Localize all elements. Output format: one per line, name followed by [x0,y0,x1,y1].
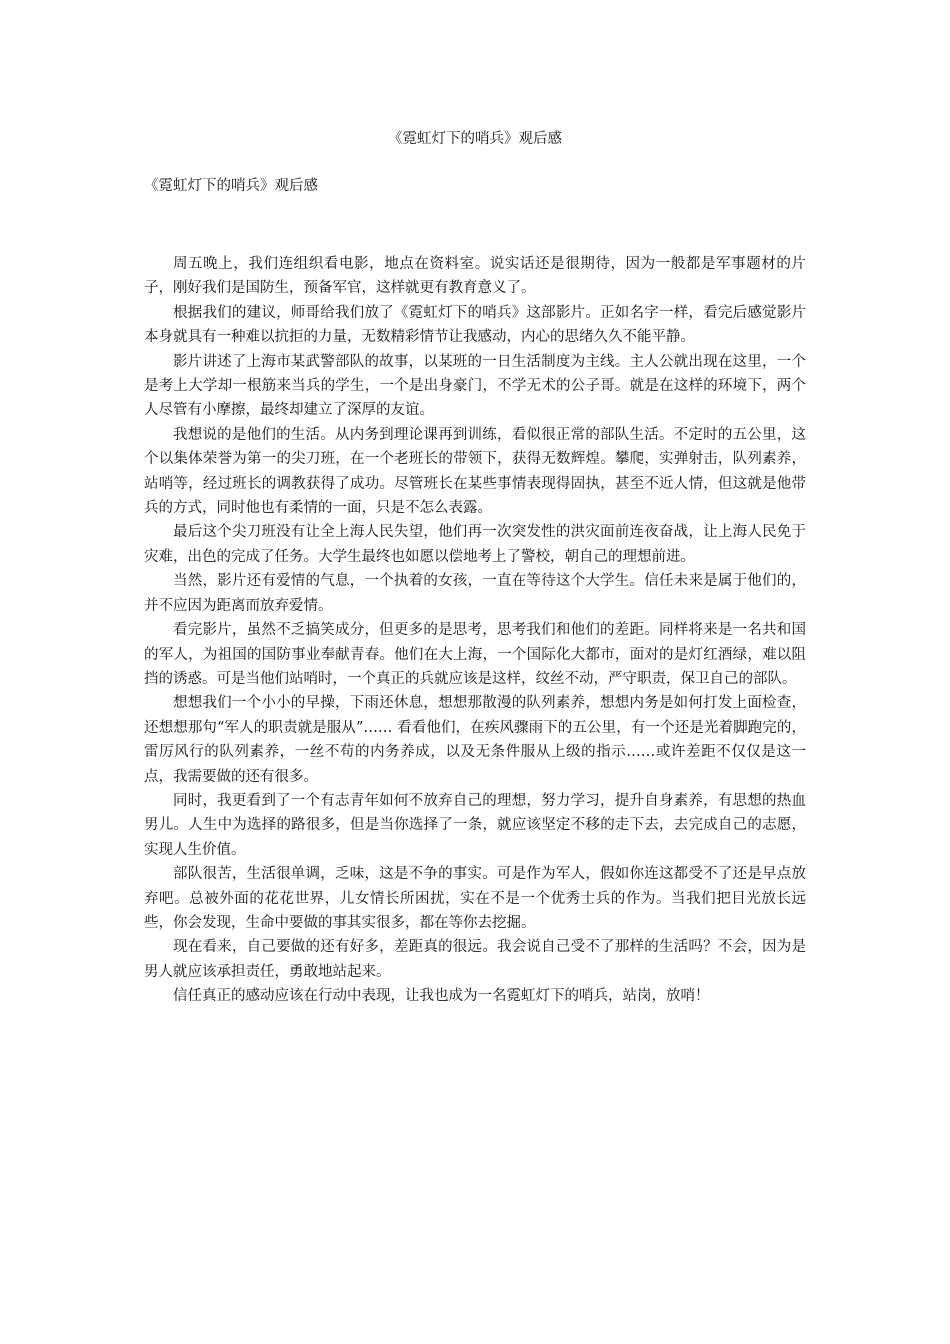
paragraph: 现在看来，自己要做的还有好多，差距真的很远。我会说自己受不了那样的生活吗？不会，因为是男人就应该承担责任，勇敢地站起来。 [144,939,806,980]
paragraph: 最后这个尖刀班没有让全上海人民失望，他们再一次突发性的洪灾面前连夜奋战，让上海人民免于灾难，出色的完成了任务。大学生最终也如愿以偿地考上了警校，朝自己的理想前进。 [144,524,806,565]
document-title: 《霓虹灯下的哨兵》观后感 [388,131,562,147]
paragraph: 周五晚上，我们连组织看电影，地点在资料室。说实话还是很期待，因为一般都是军事题材的片子，刚好我们是国防生，预备军官，这样就更有教育意义了。 [144,256,806,297]
paragraph: 根据我们的建议，师哥给我们放了《霓虹灯下的哨兵》这部影片。正如名字一样，看完后感觉影片本身就具有一种难以抗拒的力量，无数精彩情节让我感动，内心的思绪久久不能平静。 [144,304,806,346]
paragraph: 看完影片，虽然不乏搞笑成分，但更多的是思考，思考我们和他们的差距。同样将来是一名共和国的军人，为祖国的国防事业奉献青春。他们在大上海，一个国际化大都市，面对的是灯红酒绿，难以阻挡的诱惑。可是当他们站哨时，一个真正的兵就应该是这样，纹丝不动，严守职责，保卫自己的部队。 [144,622,806,687]
paragraph: 当然，影片还有爱情的气息，一个执着的女孩，一直在等待这个大学生。信任未来是属于他们的，并不应因为距离而放弃爱情。 [144,573,806,614]
document-body [144,252,806,1009]
paragraph: 信任真正的感动应该在行动中表现，让我也成为一名霓虹灯下的哨兵，站岗，放哨！ [173,988,710,1005]
paragraph: 想想我们一个小小的早操，下雨还休息，想想那散漫的队列素养，想想内务是如何打发上面检查，还想想那句“军人的职责就是服从”…… 看看他们，在疾风骤雨下的五公里，有一个还是光着脚跑完的，雷厉风行的队列素养，一丝不苟的内务养成，以及无条件服从上级的指示……或许差距不仅仅是这一点，我需要做的还有很多。 [144,695,806,785]
document-subtitle: 《霓虹灯下的哨兵》观后感 [144,178,318,194]
paragraph: 部队很苦，生活很单调，乏味，这是不争的事实。可是作为军人，假如你连这都受不了还是早点放弃吧。总被外面的花花世界，儿女情长所困扰，实在不是一个优秀士兵的作为。当我们把目光放长远些，你会发现，生命中要做的事其实很多，都在等你去挖掘。 [144,866,806,931]
paragraph: 影片讲述了上海市某武警部队的故事，以某班的一日生活制度为主线。主人公就出现在这里，一个是考上大学却一根筋来当兵的学生，一个是出身豪门，不学无术的公子哥。就是在这样的环境下，两个人尽管有小摩擦，最终却建立了深厚的友谊。 [144,353,806,419]
paragraph: 我想说的是他们的生活。从内务到理论课再到训练，看似很正常的部队生活。不定时的五公里，这个以集体荣誉为第一的尖刀班，在一个老班长的带领下，获得无数辉煌。攀爬，实弹射击，队列素养，站哨等，经过班长的调教获得了成功。尽管班长在某些事情表现得固执，甚至不近人情，但这就是他带兵的方式，同时他也有柔情的一面，只是不怎么表露。 [144,426,806,517]
paragraph: 同时，我更看到了一个有志青年如何不放弃自己的理想，努力学习，提升自身素养，有思想的热血男儿。人生中为选择的路很多，但是当你选择了一条，就应该坚定不移的走下去，去完成自己的志愿，实现人生价值。 [144,792,806,858]
